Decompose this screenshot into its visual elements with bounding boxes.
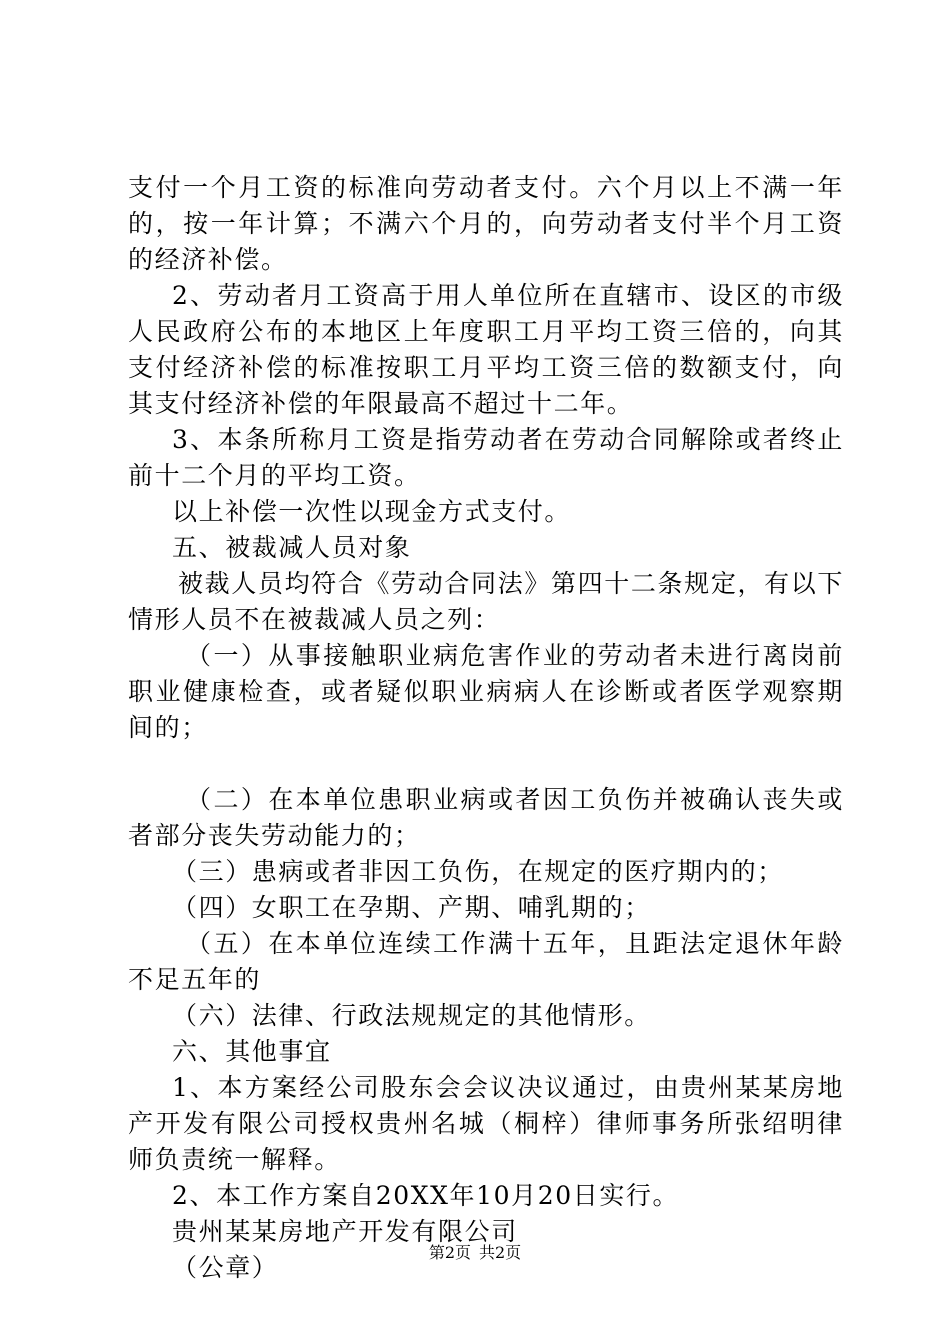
paragraph-item-2: 2、劳动者月工资高于用人单位所在直辖市、设区的市级人民政府公布的本地区上年度职工月平均工资三倍的，向其支付经济补偿的标准按职工月平均工资三倍的数额支付，向其支付经济补偿的年限最高不超过十二年。 <box>128 281 844 418</box>
paragraph-continuation: 支付一个月工资的标准向劳动者支付。六个月以上不满一年的，按一年计算；不满六个月的，向劳动者支付半个月工资的经济补偿。 <box>128 173 844 274</box>
signature-company: 贵州某某房地产开发有限公司 <box>172 1217 518 1246</box>
page-footer <box>0 1243 950 1263</box>
list-item-five: （五）在本单位连续工作满十五年，且距法定退休年龄不足五年的 <box>128 929 844 994</box>
paragraph-other-1: 1、本方案经公司股东会会议决议通过，由贵州某某房地产开发有限公司授权贵州名城（桐梓）律师事务所张绍明律师负责统一解释。 <box>128 1073 844 1174</box>
page-total: 共2页 <box>479 1243 522 1262</box>
list-item-one: （一）从事接触职业病危害作业的劳动者未进行离岗前职业健康检查，或者疑似职业病病人在诊断或者医学观察期间的； <box>128 641 844 742</box>
paragraph-other-2: 2、本工作方案自20XX年10月20日实行。 <box>172 1181 680 1210</box>
paragraph-payment-note: 以上补偿一次性以现金方式支付。 <box>172 497 572 526</box>
blank-line <box>128 746 844 782</box>
paragraph-layoff-rule: 被裁人员均符合《劳动合同法》第四十二条规定，有以下情形人员不在被裁减人员之列： <box>128 569 844 634</box>
paragraph-item-3: 3、本条所称月工资是指劳动者在劳动合同解除或者终止前十二个月的平均工资。 <box>128 425 844 490</box>
list-item-three: （三）患病或者非因工负伤，在规定的医疗期内的； <box>172 857 784 886</box>
list-item-two: （二）在本单位患职业病或者因工负伤并被确认丧失或者部分丧失劳动能力的； <box>128 785 844 850</box>
list-item-four: （四）女职工在孕期、产期、哺乳期的； <box>172 893 651 922</box>
section-heading-six: 六、其他事宜 <box>172 1037 332 1066</box>
page-number: 第2页 <box>428 1243 471 1262</box>
list-item-six: （六）法律、行政法规规定的其他情形。 <box>172 1001 651 1030</box>
signature-seal: （公章） <box>172 1253 279 1282</box>
section-heading-five: 五、被裁减人员对象 <box>172 533 412 562</box>
document-body <box>128 170 844 1286</box>
